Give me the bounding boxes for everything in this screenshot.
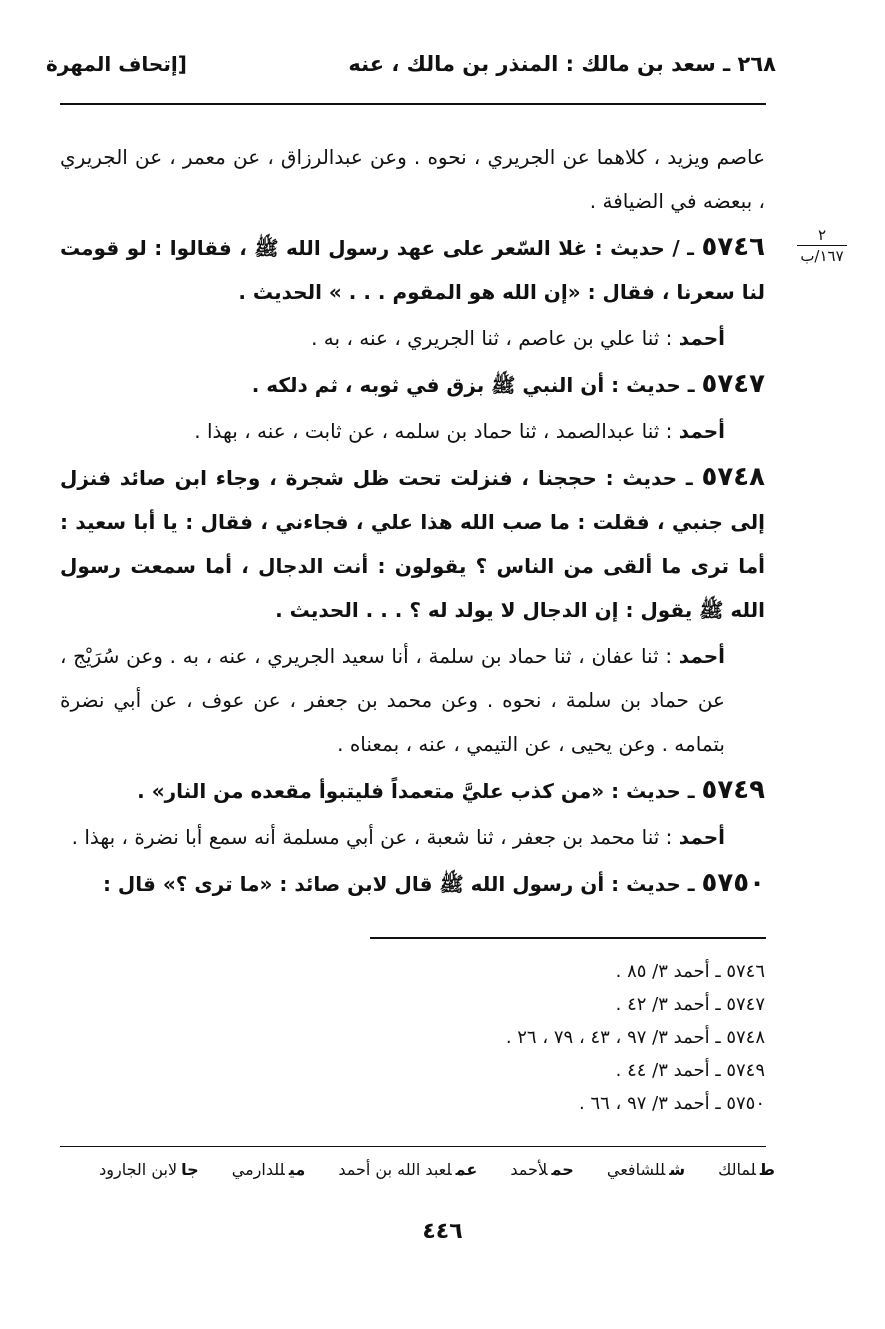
- hadith-text: ـ حديث : أن النبي ﷺ بزق في ثوبه ، ثم دلكه .: [251, 373, 702, 397]
- sanad-5746: [60, 316, 765, 360]
- legend-key: ش: [669, 1160, 686, 1179]
- legend-item: [718, 1160, 775, 1179]
- legend-value: لابن الجارود: [99, 1160, 178, 1179]
- legend-key: حم: [551, 1160, 574, 1179]
- hadith-text: ـ حديث : حججنا ، فنزلت تحت ظل شجرة ، وجاء ابن صائد فنزل إلى جنبي ، فقلت : ما صب الله هذا علي ، فجاءني ، فقال : يا أبا سعيد : أما ترى ما ألقى من الناس ؟ يقولون : أنت الدجال ، أما سمعت رسول الله ﷺ يقول : إن الدجال لا يولد له ؟ . . . الحديث .: [60, 466, 765, 622]
- sanad-text: : ثنا عبدالصمد ، ثنا حماد بن سلمه ، عن ثابت ، عنه ، بهذا .: [194, 419, 679, 443]
- sanad-text: : ثنا عفان ، ثنا حماد بن سلمة ، أنا سعيد الجريري ، عنه ، به . وعن سُرَيْج ، عن حماد بن سلمة ، نحوه . وعن محمد بن جعفر ، عن عوف ، عن أبي نضرة بتمامه . وعن يحيى ، عن التيمي ، عنه ، بمعناه .: [60, 644, 725, 756]
- legend-value: لأحمد: [510, 1160, 548, 1179]
- sanad-text: : ثنا محمد بن جعفر ، ثنا شعبة ، عن أبي مسلمة أنه سمع أبا نضرة ، بهذا .: [71, 825, 679, 849]
- hadith-5746: [60, 225, 765, 314]
- legend-key: مي: [288, 1160, 306, 1179]
- running-head-chapter: ٢٦٨ ـ سعد بن مالك : المنذر بن مالك ، عنه: [348, 52, 776, 76]
- legend-value: لمالك: [718, 1160, 756, 1179]
- hadith-5750: [60, 861, 765, 906]
- hadith-text: ـ حديث : أن رسول الله ﷺ قال لابن صائد : «ما ترى ؟» قال :: [102, 872, 702, 896]
- legend-item: [99, 1160, 199, 1179]
- running-header: [46, 52, 776, 92]
- legend-value: للشافعي: [606, 1160, 666, 1179]
- hadith-number: ٥٧٤٧: [701, 369, 765, 399]
- footnote: ٥٧٤٧ ـ أحمد ٣/ ٤٢ .: [615, 994, 765, 1015]
- footnote: ٥٧٤٩ ـ أحمد ٣/ ٤٤ .: [615, 1060, 765, 1081]
- legend-item: [338, 1160, 477, 1179]
- legend-value: للدارمي: [231, 1160, 285, 1179]
- footnote: ٥٧٤٦ ـ أحمد ٣/ ٨٥ .: [615, 961, 765, 982]
- source-name: أحمد: [678, 644, 725, 668]
- hadith-number: ٥٧٤٦: [701, 232, 765, 262]
- footnotes: [506, 955, 765, 1120]
- sanad-5749: [60, 815, 765, 859]
- running-head-book-title: [إتحاف المهرة: [46, 52, 187, 76]
- hadith-number: ٥٧٥٠: [701, 868, 765, 898]
- hadith-5748: [60, 455, 765, 632]
- footnotes-rule: [370, 937, 766, 939]
- source-name: أحمد: [678, 326, 725, 350]
- legend-item: [510, 1160, 573, 1179]
- sanad-5748: [60, 634, 765, 766]
- manuscript-folio-ref: [797, 226, 847, 265]
- hadith-text: ـ حديث : «من كذب عليَّ متعمداً فليتبوأ مقعده من النار» .: [137, 779, 702, 803]
- hadith-number: ٥٧٤٨: [701, 462, 765, 492]
- legend-item: [232, 1160, 306, 1179]
- legend-key: ط: [759, 1160, 775, 1179]
- hadith-5747: [60, 362, 765, 407]
- hadith-text: ـ / حديث : غلا السّعر على عهد رسول الله ﷺ ، فقالوا : لو قومت لنا سعرنا ، فقال : «إن الله هو المقوم . . . » الحديث .: [60, 236, 765, 304]
- hadith-number: ٥٧٤٩: [701, 775, 765, 805]
- abbreviations-legend: [71, 1160, 775, 1179]
- source-name: أحمد: [678, 825, 725, 849]
- legend-item: [607, 1160, 685, 1179]
- legend-key: عم: [455, 1160, 478, 1179]
- footnote: ٥٧٤٨ ـ أحمد ٣/ ٩٧ ، ٤٣ ، ٧٩ ، ٢٦ .: [505, 1027, 765, 1048]
- hadith-5749: [60, 768, 765, 813]
- margin-ref-divider: [797, 245, 847, 246]
- legend-value: لعبد الله بن أحمد: [338, 1160, 452, 1179]
- header-rule: [60, 103, 766, 105]
- sanad-5747: [60, 409, 765, 453]
- margin-ref-top: ٢: [817, 226, 827, 244]
- page-number: ٤٤٦: [422, 1219, 463, 1244]
- legend-rule: [60, 1146, 766, 1147]
- margin-ref-bottom: ١٦٧/ب: [800, 247, 844, 265]
- source-name: أحمد: [678, 419, 725, 443]
- continuation-paragraph: عاصم ويزيد ، كلاهما عن الجريري ، نحوه . وعن عبدالرزاق ، عن معمر ، عن الجريري ، ببعضه في الضيافة .: [60, 145, 765, 213]
- footnote: ٥٧٥٠ ـ أحمد ٣/ ٩٧ ، ٦٦ .: [579, 1093, 765, 1114]
- sanad-text: : ثنا علي بن عاصم ، ثنا الجريري ، عنه ، به .: [311, 326, 679, 350]
- legend-key: جا: [181, 1160, 199, 1179]
- main-text: [60, 135, 765, 908]
